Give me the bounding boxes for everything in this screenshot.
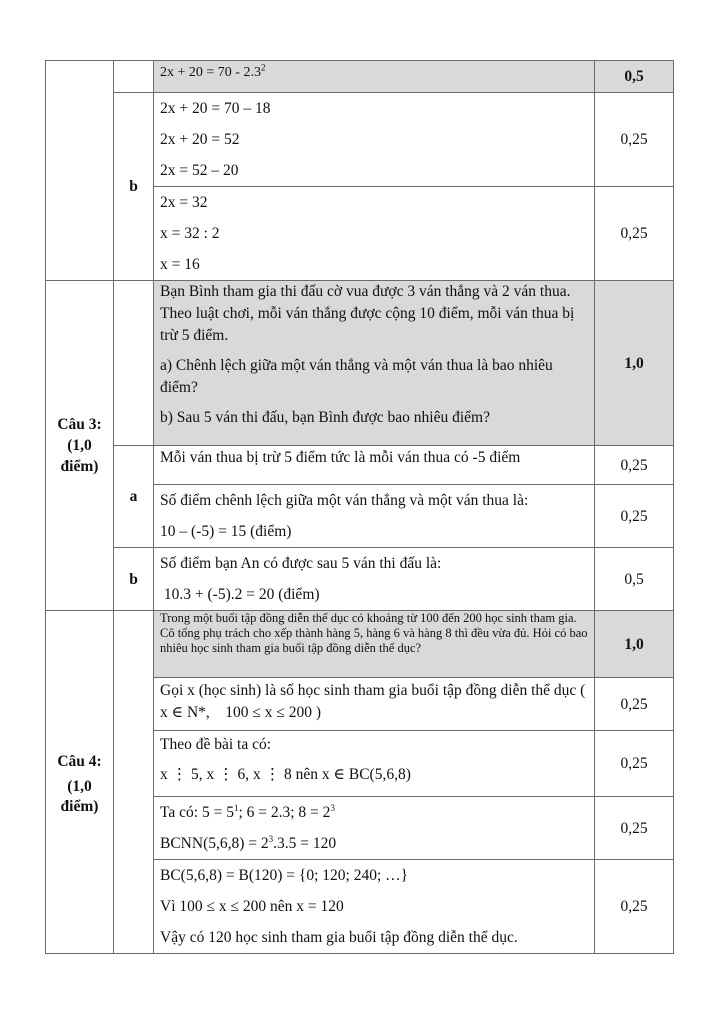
superscript: 3 — [330, 802, 335, 813]
step-line: 2x + 20 = 70 – 18 — [160, 100, 271, 117]
step-line: 2x = 32 — [160, 194, 208, 211]
step-cell — [154, 187, 595, 281]
score-cell: 1,0 — [595, 281, 674, 446]
step-text: Mỗi ván thua bị trừ 5 điểm tức là mỗi ván thua có -5 điểm — [160, 449, 521, 466]
score-cell: 0,5 — [595, 548, 674, 611]
part-label: a — [114, 446, 154, 548]
score-cell: 1,0 — [595, 611, 674, 678]
step-line: x = 32 : 2 — [160, 225, 220, 242]
part-cell-empty — [114, 61, 154, 93]
part-label: b — [114, 93, 154, 281]
step-line: x ⋮ 5, x ⋮ 6, x ⋮ 8 nên x ∈ BC(5,6,8) — [160, 766, 411, 783]
score-cell: 0,25 — [595, 678, 674, 731]
step-cell — [154, 678, 595, 731]
problem-text: Trong một buổi tập đồng diễn thể dục có khoảng từ 100 đến 200 học sinh tham gia. Cô tổng phụ trách cho xếp thành hàng 5, hàng 6 và hàng 8 thì đều vừa đủ. Hỏi có bao nhiêu học sinh tham gia buổi tập đồng diễn thể dục? — [160, 611, 588, 655]
question-cell-empty — [46, 61, 114, 281]
step-text: Ta có: 5 = 5 — [160, 804, 234, 821]
superscript: 2 — [260, 62, 266, 73]
step-line: Số điểm chênh lệch giữa một ván thắng và một ván thua là: — [160, 492, 529, 509]
step-text: BCNN(5,6,8) = 2 — [160, 835, 269, 852]
score-cell: 0,25 — [595, 860, 674, 954]
step-cell — [154, 797, 595, 860]
problem-text: Bạn Bình tham gia thi đấu cờ vua được 3 ván thắng và 2 ván thua. Theo luật chơi, mỗi ván thắng được cộng 10 điểm, mỗi ván thua bị trừ 5 điểm. — [160, 283, 575, 344]
step-line: Vậy có 120 học sinh tham gia buổi tập đồng diễn thể dục. — [160, 929, 518, 946]
superscript: 1 — [233, 802, 239, 813]
step-cell — [154, 61, 595, 93]
step-line: Số điểm bạn An có được sau 5 ván thi đấu là: — [160, 555, 442, 572]
part-cell-empty — [114, 611, 154, 954]
step-cell — [154, 446, 595, 485]
step-text: Gọi x (học sinh) là số học sinh tham gia buổi tập đồng diễn thể dục ( x ∈ N*, 100 ≤ x ≤ 200 ) — [160, 682, 590, 721]
score-cell: 0,25 — [595, 446, 674, 485]
step-cell — [154, 485, 595, 548]
question-title-line: (1,0 — [67, 437, 92, 454]
score-cell: 0,25 — [595, 731, 674, 797]
score-cell: 0,25 — [595, 187, 674, 281]
question-title-line: Câu 4: — [57, 753, 102, 770]
problem-cell — [154, 281, 595, 446]
score-cell: 0,25 — [595, 93, 674, 187]
step-text: ; 6 = 2.3; 8 = 2 — [238, 804, 331, 821]
step-text: 2x + 20 = 70 - 2.3 — [160, 65, 261, 80]
superscript: 3 — [268, 833, 274, 844]
score-cell: 0,5 — [595, 61, 674, 93]
step-line: Theo đề bài ta có: — [160, 736, 272, 753]
step-line: Vì 100 ≤ x ≤ 200 nên x = 120 — [160, 898, 344, 915]
step-cell — [154, 860, 595, 954]
step-line — [160, 828, 588, 859]
part-label: b — [114, 548, 154, 611]
answer-table — [45, 60, 674, 954]
step-line: 10.3 + (-5).2 = 20 (điểm) — [160, 586, 320, 603]
question-title-line: Câu 3: — [57, 416, 102, 433]
question-4-title — [46, 611, 114, 954]
problem-part-a: a) Chênh lệch giữa một ván thắng và một ván thua là bao nhiêu điểm? — [160, 357, 553, 396]
score-cell: 0,25 — [595, 485, 674, 548]
step-cell — [154, 93, 595, 187]
step-line: x = 16 — [160, 256, 200, 273]
part-cell-empty — [114, 281, 154, 446]
question-title-line: điểm) — [60, 798, 99, 815]
step-cell — [154, 731, 595, 797]
problem-cell — [154, 611, 595, 678]
step-line: 2x + 20 = 52 — [160, 131, 240, 148]
step-line: 2x = 52 – 20 — [160, 162, 239, 179]
step-text: .3.5 = 120 — [273, 835, 337, 852]
step-cell — [154, 548, 595, 611]
step-line: BC(5,6,8) = B(120) = {0; 120; 240; …} — [160, 867, 409, 884]
step-line: 10 – (-5) = 15 (điểm) — [160, 523, 292, 540]
question-title-line: (1,0 — [67, 778, 92, 795]
problem-part-b: b) Sau 5 ván thi đấu, bạn Bình được bao nhiêu điểm? — [160, 409, 490, 426]
question-3-title — [46, 281, 114, 611]
score-cell: 0,25 — [595, 797, 674, 860]
step-line — [160, 797, 588, 828]
question-title-line: điểm) — [60, 458, 99, 475]
